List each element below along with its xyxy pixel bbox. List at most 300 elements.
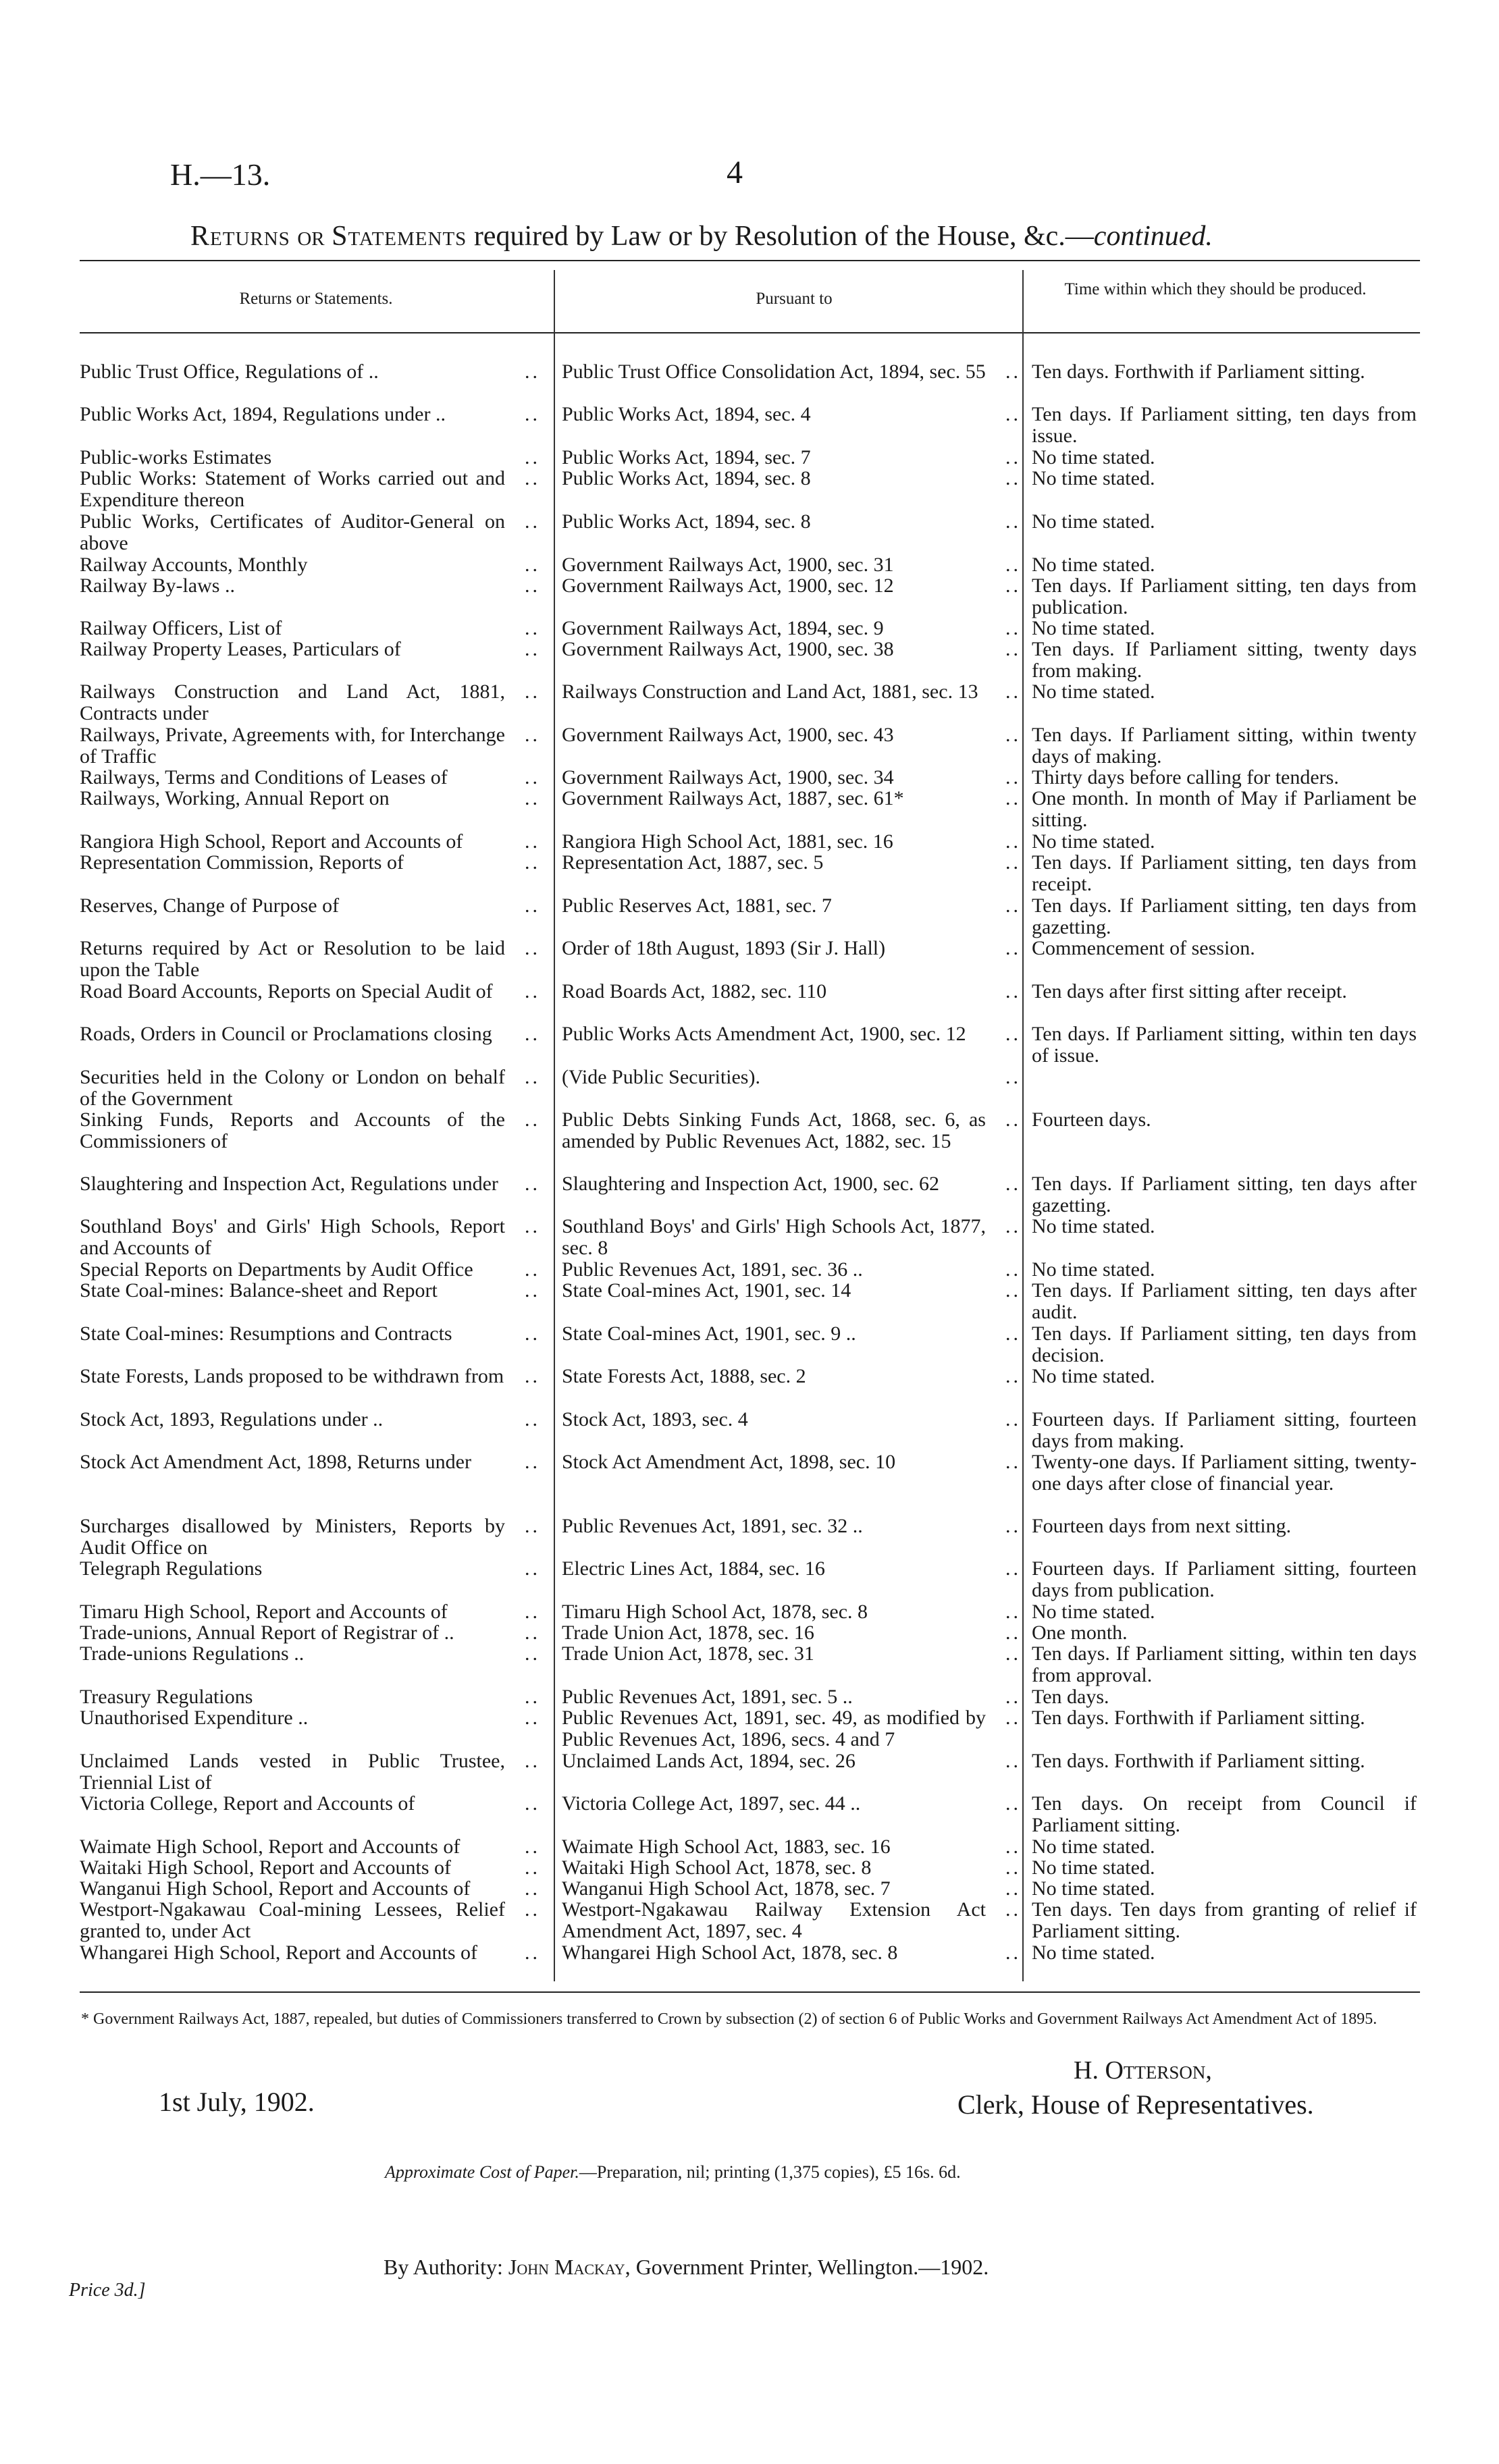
returns-cell <box>80 1216 546 1259</box>
pursuant-cell-text: Westport-Ngakawau Railway Extension Act Amendment Act, 1897, sec. 4 <box>562 1898 986 1942</box>
dot-leader: .. <box>525 510 540 533</box>
dot-leader: .. <box>1005 937 1021 959</box>
time-cell-text: Ten days. If Parliament sitting, within twenty days of making. <box>1032 724 1417 768</box>
column-header-pursuant: Pursuant to <box>756 290 833 308</box>
dot-leader: .. <box>1005 510 1021 533</box>
dot-leader: .. <box>525 1066 540 1088</box>
time-cell <box>1032 1451 1417 1495</box>
pursuant-cell-text: Government Railways Act, 1900, sec. 12 <box>562 574 894 597</box>
time-cell <box>1032 1643 1417 1686</box>
time-cell-text: No time stated. <box>1032 1877 1155 1900</box>
returns-cell-text: Railway Property Leases, Particulars of <box>80 638 401 660</box>
returns-cell-text: Waitaki High School, Report and Accounts of <box>80 1856 451 1879</box>
time-cell <box>1032 1686 1417 1708</box>
dot-leader: .. <box>1005 787 1021 809</box>
time-cell <box>1032 618 1417 639</box>
dot-leader: .. <box>1005 1279 1021 1302</box>
time-cell-text: No time stated. <box>1032 617 1155 639</box>
time-cell-text: Fourteen days from next sitting. <box>1032 1515 1292 1537</box>
pursuant-cell-text: Slaughtering and Inspection Act, 1900, sec. 62 <box>562 1173 940 1195</box>
pursuant-cell-text: Stock Act, 1893, sec. 4 <box>562 1408 748 1430</box>
time-cell-text: No time stated. <box>1032 1856 1155 1879</box>
time-cell <box>1032 1750 1417 1772</box>
dot-leader: .. <box>525 1451 540 1473</box>
time-cell <box>1032 511 1417 533</box>
returns-cell <box>80 468 546 511</box>
returns-cell-text: Surcharges disallowed by Ministers, Reports by Audit Office on <box>80 1515 505 1559</box>
time-cell <box>1032 1280 1417 1323</box>
pursuant-cell <box>562 575 1026 597</box>
time-cell-text: One month. In month of May if Parliament be sitting. <box>1032 787 1417 831</box>
returns-cell <box>80 1836 546 1858</box>
returns-cell <box>80 1643 546 1665</box>
dot-leader: .. <box>1005 1515 1021 1537</box>
pursuant-cell-text: State Forests Act, 1888, sec. 2 <box>562 1365 806 1387</box>
cost-of-paper <box>385 2162 961 2182</box>
dot-leader: .. <box>525 446 540 468</box>
time-cell <box>1032 575 1417 618</box>
pursuant-cell-text: Southland Boys' and Girls' High Schools Act, 1877, sec. 8 <box>562 1215 986 1259</box>
signatory-surname: Otterson, <box>1105 2056 1212 2085</box>
dot-leader: .. <box>525 1622 540 1644</box>
returns-cell-text: Roads, Orders in Council or Proclamations closing <box>80 1023 492 1045</box>
pursuant-cell-text: Government Railways Act, 1900, sec. 34 <box>562 766 894 788</box>
time-cell-text: Ten days. If Parliament sitting, ten days from gazetting. <box>1032 894 1417 938</box>
returns-cell-text: Reserves, Change of Purpose of <box>80 894 340 917</box>
returns-cell <box>80 618 546 639</box>
column-header-returns: Returns or Statements. <box>239 290 393 308</box>
dot-leader: .. <box>1005 1173 1021 1195</box>
returns-cell <box>80 1857 546 1879</box>
time-cell <box>1032 1409 1417 1452</box>
dot-leader: .. <box>1005 554 1021 576</box>
pursuant-cell-text: Waimate High School Act, 1883, sec. 16 <box>562 1836 891 1858</box>
dot-leader: .. <box>1005 1792 1021 1815</box>
pursuant-cell <box>562 724 1026 746</box>
pursuant-cell <box>562 1323 1026 1345</box>
dot-leader: .. <box>1005 1622 1021 1644</box>
returns-cell <box>80 575 546 597</box>
dot-leader: .. <box>1005 1686 1021 1708</box>
cost-text: —Preparation, nil; printing (1,375 copies), £5 16s. 6d. <box>579 2162 961 2182</box>
time-cell-text: Ten days. If Parliament sitting, ten days from receipt. <box>1032 851 1417 895</box>
dot-leader: .. <box>525 1601 540 1623</box>
dot-leader: .. <box>525 766 540 788</box>
dot-leader: .. <box>525 1792 540 1815</box>
returns-cell-text: Public-works Estimates <box>80 446 272 468</box>
returns-cell <box>80 852 546 874</box>
pursuant-cell <box>562 1622 1026 1644</box>
returns-cell-text: Railway Accounts, Monthly <box>80 554 308 576</box>
dot-leader: .. <box>525 680 540 703</box>
time-cell <box>1032 1558 1417 1601</box>
dot-leader: .. <box>525 1707 540 1729</box>
footnote: * Government Railways Act, 1887, repealed, but duties of Commissioners transferred to Crown by subsection (2) of section 6 of Public Works and Government Railways Act Amendment Act of 1895. <box>81 2010 1377 2028</box>
dot-leader: .. <box>1005 1023 1021 1045</box>
returns-cell <box>80 938 546 981</box>
pursuant-cell <box>562 1899 1026 1942</box>
price: Price 3d.] <box>69 2280 146 2301</box>
pursuant-cell <box>562 1173 1026 1195</box>
time-cell-text: No time stated. <box>1032 830 1155 853</box>
time-cell-text: Ten days. If Parliament sitting, ten days from issue. <box>1032 403 1417 447</box>
dot-leader: .. <box>525 1215 540 1237</box>
returns-cell-text: Public Works Act, 1894, Regulations under .. <box>80 403 446 425</box>
pursuant-cell-text: Public Reserves Act, 1881, sec. 7 <box>562 894 832 917</box>
time-cell-text: No time stated. <box>1032 1601 1155 1623</box>
returns-cell <box>80 404 546 425</box>
pursuant-cell-text: Unclaimed Lands Act, 1894, sec. 26 <box>562 1750 856 1772</box>
returns-cell-text: Representation Commission, Reports of <box>80 851 404 874</box>
dot-leader: .. <box>525 980 540 1002</box>
time-cell-text: No time stated. <box>1032 680 1155 703</box>
time-cell-text: No time stated. <box>1032 1215 1155 1237</box>
pursuant-cell <box>562 1686 1026 1708</box>
dot-leader: .. <box>1005 1066 1021 1088</box>
dot-leader: .. <box>1005 1707 1021 1729</box>
time-cell <box>1032 1899 1417 1942</box>
pursuant-cell-text: Public Works Acts Amendment Act, 1900, sec. 12 <box>562 1023 966 1045</box>
returns-cell-text: Special Reports on Departments by Audit Office <box>80 1258 473 1281</box>
time-cell-text: Ten days. If Parliament sitting, ten days after audit. <box>1032 1279 1417 1323</box>
time-cell-text: Commencement of session. <box>1032 937 1255 959</box>
time-cell <box>1032 468 1417 489</box>
time-cell <box>1032 1836 1417 1858</box>
returns-cell <box>80 788 546 809</box>
time-cell <box>1032 404 1417 447</box>
time-cell <box>1032 724 1417 768</box>
dot-leader: .. <box>525 1322 540 1345</box>
returns-cell <box>80 1323 546 1345</box>
time-cell-text: Ten days. Forthwith if Parliament sitting. <box>1032 1707 1365 1729</box>
pursuant-cell <box>562 1707 1026 1750</box>
dot-leader: .. <box>525 574 540 597</box>
pursuant-cell <box>562 1750 1026 1772</box>
pursuant-cell <box>562 1793 1026 1815</box>
returns-cell <box>80 1793 546 1815</box>
header-rule <box>80 332 1420 333</box>
pursuant-cell <box>562 1601 1026 1623</box>
pursuant-cell-text: Public Revenues Act, 1891, sec. 49, as modified by Public Revenues Act, 1896, secs. 4 and 7 <box>562 1707 986 1750</box>
dot-leader: .. <box>1005 1750 1021 1772</box>
returns-cell <box>80 724 546 768</box>
time-cell <box>1032 1942 1417 1964</box>
pursuant-cell-text: Electric Lines Act, 1884, sec. 16 <box>562 1557 825 1580</box>
table-bottom-rule <box>80 1991 1420 1993</box>
returns-cell-text: Public Works: Statement of Works carried out and Expenditure thereon <box>80 467 505 511</box>
pursuant-cell <box>562 1366 1026 1387</box>
returns-cell-text: Westport-Ngakawau Coal-mining Lessees, Relief granted to, under Act <box>80 1898 505 1942</box>
returns-cell-text: Railways, Private, Agreements with, for Interchange of Traffic <box>80 724 505 768</box>
time-cell-text: Ten days. If Parliament sitting, twenty days from making. <box>1032 638 1417 682</box>
pursuant-cell-text: Victoria College Act, 1897, sec. 44 .. <box>562 1792 861 1815</box>
time-cell <box>1032 1216 1417 1237</box>
time-cell-text: No time stated. <box>1032 554 1155 576</box>
time-cell-text: Twenty-one days. If Parliament sitting, twenty-one days after close of financial year. <box>1032 1451 1417 1495</box>
returns-cell-text: Railways, Terms and Conditions of Leases of <box>80 766 448 788</box>
dot-leader: .. <box>525 1108 540 1131</box>
dot-leader: .. <box>525 1173 540 1195</box>
pursuant-cell-text: Wanganui High School Act, 1878, sec. 7 <box>562 1877 891 1900</box>
signatory-name <box>1074 2056 1212 2085</box>
column-divider-1 <box>554 270 555 1981</box>
returns-cell <box>80 681 546 724</box>
pursuant-cell <box>562 1942 1026 1964</box>
dot-leader: .. <box>525 1836 540 1858</box>
time-cell-text: Ten days. Forthwith if Parliament sitting. <box>1032 360 1365 383</box>
dot-leader: .. <box>525 360 540 383</box>
returns-cell <box>80 1023 546 1045</box>
dot-leader: .. <box>1005 851 1021 874</box>
pursuant-cell <box>562 788 1026 809</box>
title-statements: Statements <box>332 221 467 252</box>
returns-cell-text: Slaughtering and Inspection Act, Regulations under <box>80 1173 498 1195</box>
returns-cell <box>80 554 546 576</box>
pursuant-cell <box>562 554 1026 576</box>
pursuant-cell-text: Trade Union Act, 1878, sec. 31 <box>562 1642 814 1665</box>
returns-cell <box>80 1707 546 1729</box>
time-cell <box>1032 1878 1417 1900</box>
returns-cell-text: Sinking Funds, Reports and Accounts of the Commissioners of <box>80 1108 505 1152</box>
signatory-initial: H. <box>1074 2056 1105 2085</box>
pursuant-cell-text: Road Boards Act, 1882, sec. 110 <box>562 980 827 1002</box>
returns-cell-text: Public Works, Certificates of Auditor-General on above <box>80 510 505 554</box>
time-cell-text: Ten days. If Parliament sitting, ten days from decision. <box>1032 1322 1417 1366</box>
dot-leader: .. <box>1005 1258 1021 1281</box>
returns-cell-text: Railways Construction and Land Act, 1881, Contracts under <box>80 680 505 724</box>
returns-cell <box>80 1601 546 1623</box>
returns-cell-text: Victoria College, Report and Accounts of <box>80 1792 415 1815</box>
time-cell-text: No time stated. <box>1032 1836 1155 1858</box>
time-cell <box>1032 1323 1417 1366</box>
returns-cell <box>80 1067 546 1110</box>
time-cell <box>1032 1023 1417 1067</box>
title-or: or <box>290 221 332 252</box>
dot-leader: .. <box>1005 1601 1021 1623</box>
returns-cell-text: State Forests, Lands proposed to be withdrawn from <box>80 1365 504 1387</box>
returns-cell-text: State Coal-mines: Resumptions and Contracts <box>80 1322 452 1345</box>
dot-leader: .. <box>1005 1451 1021 1473</box>
returns-cell <box>80 1558 546 1580</box>
printer-name: John Mackay, <box>508 2255 631 2279</box>
pursuant-cell-text: Public Revenues Act, 1891, sec. 36 .. <box>562 1258 863 1281</box>
returns-cell <box>80 1109 546 1152</box>
printer-imprint <box>384 2255 989 2280</box>
returns-cell-text: Stock Act, 1893, Regulations under .. <box>80 1408 384 1430</box>
dot-leader: .. <box>525 617 540 639</box>
dot-leader: .. <box>1005 1836 1021 1858</box>
dot-leader: .. <box>525 1642 540 1665</box>
returns-cell-text: Timaru High School, Report and Accounts of <box>80 1601 448 1623</box>
dot-leader: .. <box>1005 467 1021 489</box>
pursuant-cell-text: Government Railways Act, 1900, sec. 43 <box>562 724 894 746</box>
returns-cell <box>80 1280 546 1302</box>
time-cell-text: Ten days. If Parliament sitting, ten days from publication. <box>1032 574 1417 618</box>
pursuant-cell <box>562 1067 1026 1088</box>
returns-cell <box>80 1878 546 1900</box>
returns-cell-text: Trade-unions Regulations .. <box>80 1642 305 1665</box>
returns-cell <box>80 1899 546 1942</box>
dot-leader: .. <box>1005 894 1021 917</box>
dot-leader: .. <box>525 1750 540 1772</box>
pursuant-cell-text: Timaru High School Act, 1878, sec. 8 <box>562 1601 868 1623</box>
pursuant-cell <box>562 447 1026 468</box>
pursuant-cell <box>562 1643 1026 1665</box>
title-continued: continued. <box>1093 221 1213 252</box>
time-cell <box>1032 852 1417 895</box>
time-cell-text: Fourteen days. <box>1032 1108 1151 1131</box>
pursuant-cell-text: (Vide Public Securities). <box>562 1066 760 1088</box>
time-cell <box>1032 1793 1417 1836</box>
dot-leader: .. <box>525 724 540 746</box>
dot-leader: .. <box>525 1365 540 1387</box>
pursuant-cell <box>562 1857 1026 1879</box>
dot-leader: .. <box>1005 1215 1021 1237</box>
pursuant-cell-text: Representation Act, 1887, sec. 5 <box>562 851 824 874</box>
returns-cell-text: Waimate High School, Report and Accounts of <box>80 1836 461 1858</box>
page-title <box>190 220 1338 252</box>
time-cell <box>1032 1622 1417 1644</box>
returns-cell <box>80 1686 546 1708</box>
time-cell <box>1032 788 1417 831</box>
pursuant-cell <box>562 1216 1026 1259</box>
pursuant-cell <box>562 618 1026 639</box>
pursuant-cell <box>562 1109 1026 1152</box>
returns-cell <box>80 767 546 788</box>
returns-cell-text: Trade-unions, Annual Report of Registrar of .. <box>80 1622 454 1644</box>
pursuant-cell <box>562 1451 1026 1473</box>
dot-leader: .. <box>1005 1108 1021 1131</box>
pursuant-cell-text: State Coal-mines Act, 1901, sec. 14 <box>562 1279 851 1302</box>
pursuant-cell-text: Public Works Act, 1894, sec. 8 <box>562 510 811 533</box>
dot-leader: .. <box>1005 1877 1021 1900</box>
dot-leader: .. <box>525 1023 540 1045</box>
pursuant-cell <box>562 1836 1026 1858</box>
pursuant-cell-text: Railways Construction and Land Act, 1881, sec. 13 <box>562 680 978 703</box>
time-cell <box>1032 1857 1417 1879</box>
time-cell-text: No time stated. <box>1032 467 1155 489</box>
dot-leader: .. <box>525 638 540 660</box>
time-cell <box>1032 1516 1417 1537</box>
pursuant-cell-text: Waitaki High School Act, 1878, sec. 8 <box>562 1856 872 1879</box>
returns-cell-text: State Coal-mines: Balance-sheet and Report <box>80 1279 438 1302</box>
dot-leader: .. <box>1005 1941 1021 1964</box>
pursuant-cell-text: Government Railways Act, 1887, sec. 61* <box>562 787 904 809</box>
pursuant-cell-text: Public Trust Office Consolidation Act, 1894, sec. 55 <box>562 360 986 383</box>
time-cell <box>1032 981 1417 1002</box>
column-header-time: Time within which they should be produced. <box>1064 280 1367 298</box>
returns-cell-text: Whangarei High School, Report and Accounts of <box>80 1941 478 1964</box>
returns-cell-text: Railway Officers, List of <box>80 617 282 639</box>
pursuant-cell-text: Public Works Act, 1894, sec. 8 <box>562 467 811 489</box>
pursuant-cell <box>562 981 1026 1002</box>
time-cell-text: No time stated. <box>1032 1365 1155 1387</box>
pursuant-cell <box>562 1409 1026 1430</box>
time-cell <box>1032 639 1417 682</box>
time-cell <box>1032 1707 1417 1729</box>
returns-cell-text: Railways, Working, Annual Report on <box>80 787 390 809</box>
returns-cell-text: Returns required by Act or Resolution to be laid upon the Table <box>80 937 505 981</box>
time-cell-text: Ten days. If Parliament sitting, within ten days from approval. <box>1032 1642 1417 1686</box>
returns-cell-text: Railway By-laws .. <box>80 574 235 597</box>
time-cell-text: Fourteen days. If Parliament sitting, fourteen days from publication. <box>1032 1557 1417 1601</box>
dot-leader: .. <box>525 1898 540 1921</box>
pursuant-cell <box>562 831 1026 853</box>
time-cell <box>1032 447 1417 468</box>
returns-cell <box>80 831 546 853</box>
returns-cell-text: Road Board Accounts, Reports on Special Audit of <box>80 980 493 1002</box>
time-cell-text: Ten days. <box>1032 1686 1109 1708</box>
time-cell-text: Ten days. If Parliament sitting, within ten days of issue. <box>1032 1023 1417 1067</box>
dot-leader: .. <box>525 1408 540 1430</box>
pursuant-cell <box>562 1023 1026 1045</box>
time-cell <box>1032 1109 1417 1131</box>
pursuant-cell <box>562 895 1026 917</box>
pursuant-cell <box>562 1878 1026 1900</box>
pursuant-cell <box>562 1259 1026 1281</box>
dot-leader: .. <box>1005 1898 1021 1921</box>
dot-leader: .. <box>1005 680 1021 703</box>
pursuant-cell <box>562 767 1026 788</box>
dot-leader: .. <box>525 851 540 874</box>
returns-cell-text: Unclaimed Lands vested in Public Trustee, Triennial List of <box>80 1750 505 1794</box>
dot-leader: .. <box>1005 446 1021 468</box>
returns-cell-text: Unauthorised Expenditure .. <box>80 1707 309 1729</box>
dot-leader: .. <box>525 467 540 489</box>
time-cell <box>1032 895 1417 938</box>
returns-cell <box>80 511 546 554</box>
returns-cell <box>80 981 546 1002</box>
pursuant-cell <box>562 1558 1026 1580</box>
pursuant-cell-text: Order of 18th August, 1893 (Sir J. Hall) <box>562 937 886 959</box>
dot-leader: .. <box>1005 766 1021 788</box>
time-cell-text: Fourteen days. If Parliament sitting, fourteen days from making. <box>1032 1408 1417 1452</box>
dot-leader: .. <box>525 1557 540 1580</box>
pursuant-cell <box>562 511 1026 533</box>
imprint-suffix: Government Printer, Wellington.—1902. <box>630 2255 989 2279</box>
dot-leader: .. <box>1005 638 1021 660</box>
pursuant-cell <box>562 1280 1026 1302</box>
document-reference: H.—13. <box>170 157 271 192</box>
time-cell-text: Ten days after first sitting after receipt. <box>1032 980 1347 1002</box>
dot-leader: .. <box>1005 830 1021 853</box>
dot-leader: .. <box>525 1258 540 1281</box>
time-cell-text: Ten days. On receipt from Council if Parliament sitting. <box>1032 1792 1417 1836</box>
returns-cell-text: Public Trust Office, Regulations of .. <box>80 360 379 383</box>
time-cell-text: No time stated. <box>1032 1258 1155 1281</box>
cost-label: Approximate Cost of Paper. <box>385 2162 579 2182</box>
time-cell <box>1032 554 1417 576</box>
returns-cell <box>80 361 546 383</box>
dot-leader: .. <box>525 1941 540 1964</box>
dot-leader: .. <box>1005 1557 1021 1580</box>
time-cell <box>1032 767 1417 788</box>
time-cell <box>1032 831 1417 853</box>
returns-cell <box>80 1451 546 1473</box>
returns-cell-text: Rangiora High School, Report and Accounts of <box>80 830 463 853</box>
dot-leader: .. <box>525 1686 540 1708</box>
title-returns: Returns <box>190 221 290 252</box>
dot-leader: .. <box>525 1279 540 1302</box>
pursuant-cell <box>562 1516 1026 1537</box>
returns-cell <box>80 1750 546 1794</box>
time-cell-text: One month. <box>1032 1622 1128 1644</box>
returns-cell <box>80 1259 546 1281</box>
pursuant-cell-text: Government Railways Act, 1900, sec. 38 <box>562 638 894 660</box>
returns-cell-text: Southland Boys' and Girls' High Schools, Report and Accounts of <box>80 1215 505 1259</box>
time-cell <box>1032 1259 1417 1281</box>
imprint-prefix: By Authority: <box>384 2255 508 2279</box>
